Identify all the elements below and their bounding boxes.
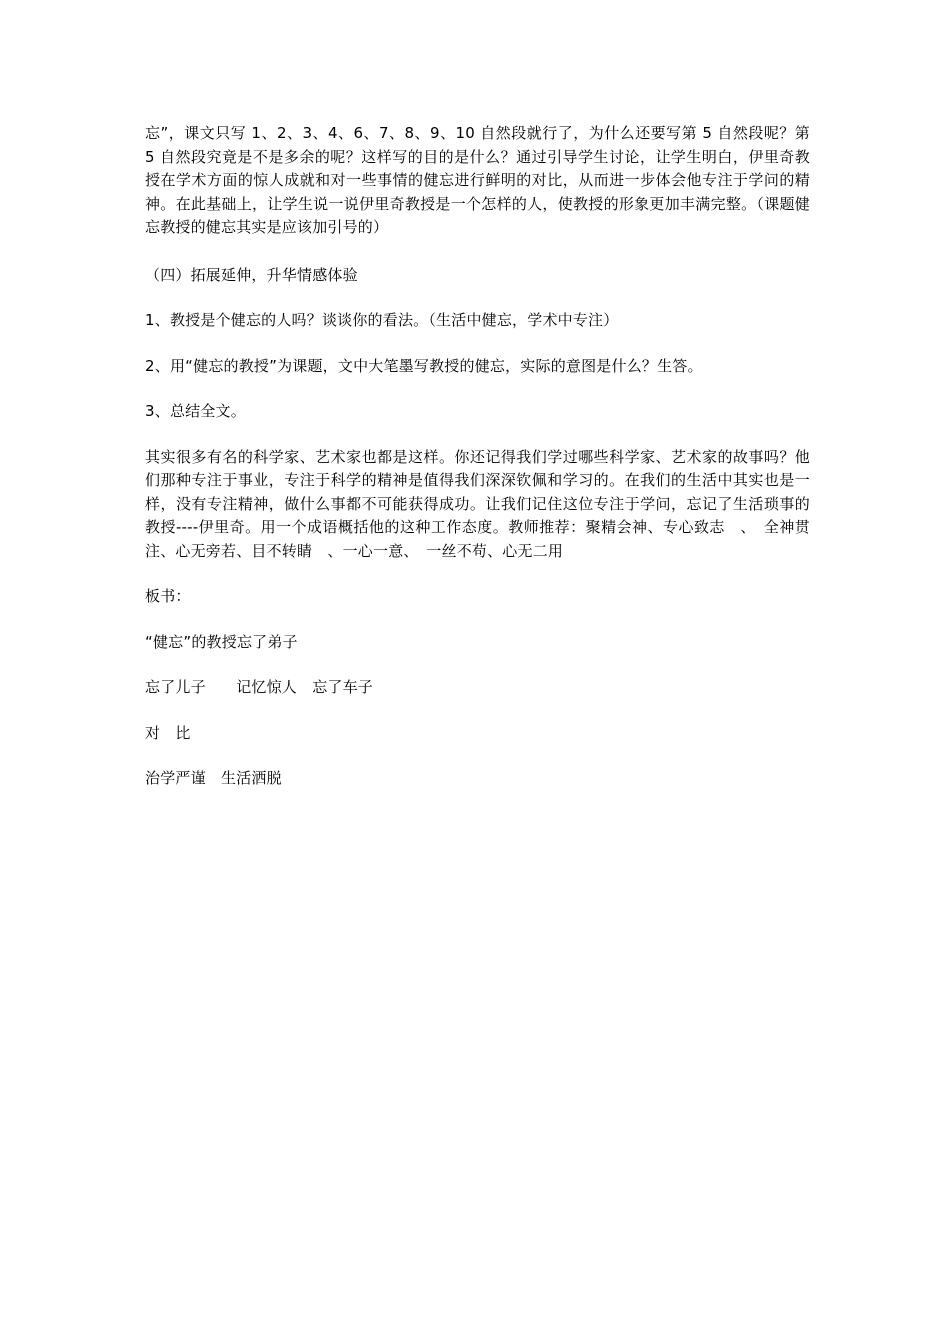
section-heading: （四）拓展延伸，升华情感体验 (145, 265, 358, 284)
board-line-2: 忘了儿子 记忆惊人 忘了车子 (145, 678, 374, 696)
board-label: 板书： (145, 587, 191, 605)
document-body (145, 122, 810, 791)
board-line-1: “健忘”的教授忘了弟子 (145, 632, 298, 651)
paragraph-analysis: 忘”，课文只写 1、2、3、4、6、7、8、9、10 自然段就行了，为什么还要写第 5 自然段呢？第 5 自然段究竟是不是多余的呢？这样写的目的是什么？通过引导学生讨论，让学生明白，伊里奇教授在学术方面的惊人成就和对一些事情的健忘进行鲜明的对比，从而进一步体会他专注于学问的精神。在此基础上，让学生说一说伊里奇教授是一个怎样的人，使教授的形象更加丰满完整。（课题健忘教授的健忘其实是应该加引号的） (145, 124, 810, 236)
board-line-3: 对 比 (145, 723, 191, 742)
list-item-3: 3、总结全文。 (145, 402, 246, 420)
paragraph-summary: 其实很多有名的科学家、艺术家也都是这样。你还记得我们学过哪些科学家、艺术家的故事吗？他们那种专注于事业，专注于科学的精神是值得我们深深钦佩和学习的。在我们的生活中其实也是一样，没有专注精神，做什么事都不可能获得成功。让我们记住这位专注于学问，忘记了生活琐事的教授----伊里奇。用一个成语概括他的这种工作态度。教师推荐：聚精会神、专心致志 、 全神贯注、心无旁若、目不转睛 、一心一意、 一丝不苟、心无二用 (145, 447, 810, 560)
board-line-4: 治学严谨 生活洒脱 (145, 769, 282, 787)
list-item-1: 1、教授是个健忘的人吗？谈谈你的看法。（生活中健忘，学术中专注） (145, 311, 619, 329)
list-item-2: 2、用“健忘的教授”为课题，文中大笔墨写教授的健忘，实际的意图是什么？生答。 (145, 356, 703, 375)
